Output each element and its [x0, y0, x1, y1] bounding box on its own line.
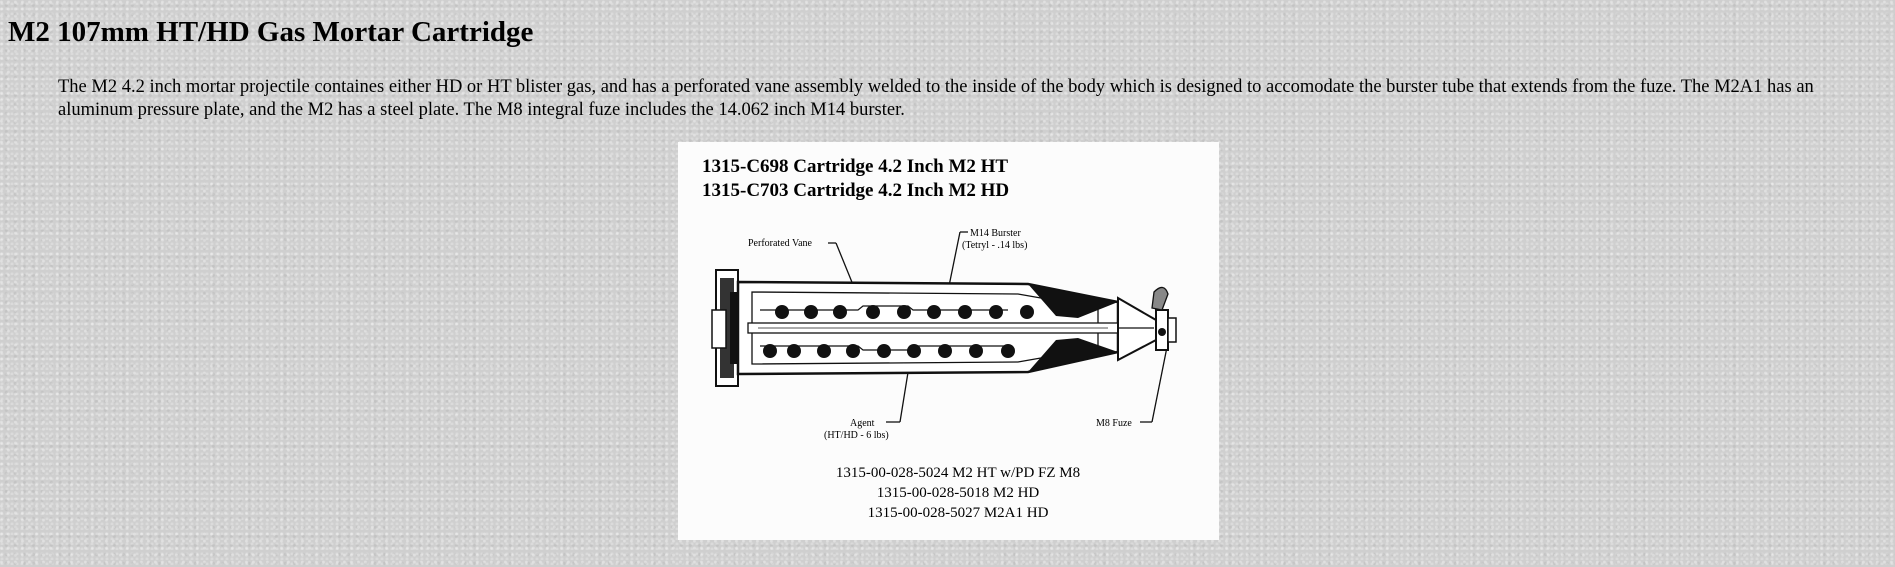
nsn-line-2: 1315-00-028-5018 M2 HD: [876, 485, 1040, 501]
label-agent-2: (HT/HD - 6 lbs): [824, 430, 889, 441]
nsn-line-3: 1315-00-028-5027 M2A1 HD: [867, 505, 1049, 521]
cartridge-body: [712, 270, 1176, 386]
label-agent-1: Agent: [850, 418, 875, 429]
cartridge-diagram-image: [678, 142, 1219, 540]
cartridge-diagram: [678, 142, 1219, 540]
diagram-heading-1: 1315-C698 Cartridge 4.2 Inch M2 HT: [702, 156, 1009, 177]
nsn-line-1: 1315-00-028-5024 M2 HT w/PD FZ M8: [835, 465, 1081, 481]
page-title: M2 107mm HT/HD Gas Mortar Cartridge: [8, 16, 534, 48]
label-burster-2: (Tetryl - .14 lbs): [962, 240, 1028, 251]
label-fuze: M8 Fuze: [1096, 418, 1132, 429]
label-perforated-vane: Perforated Vane: [748, 238, 812, 249]
description-paragraph: The M2 4.2 inch mortar projectile containes either HD or HT blister gas, and has a perforated vane assembly welded to the inside of the body which is designed to accomodate the burster tube that extends from the fuze. The M2A1 has an aluminum pressure plate, and the M2 has a steel plate. The M8 integral fuze includes the 14.062 inch M14 burster.: [58, 77, 1814, 120]
label-burster-1: M14 Burster: [970, 228, 1021, 239]
diagram-heading-2: 1315-C703 Cartridge 4.2 Inch M2 HD: [702, 180, 1010, 201]
